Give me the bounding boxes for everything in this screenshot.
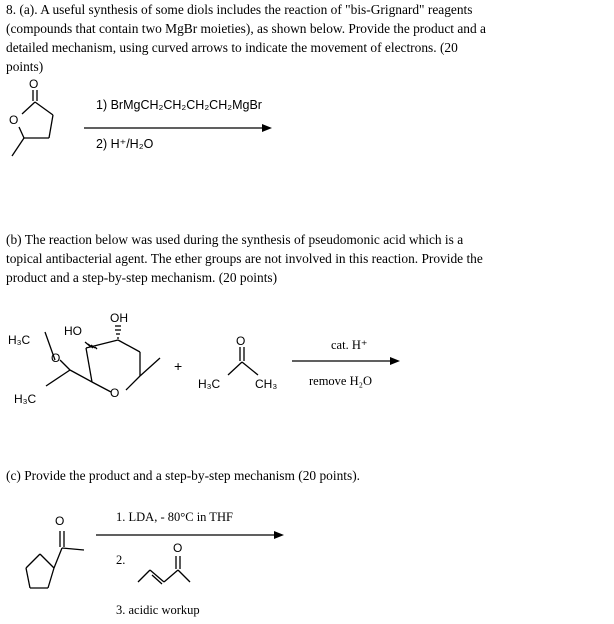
- step-2-c: 2.: [116, 553, 126, 567]
- part-b-line-2: topical antibacterial agent. The ether groups are not involved in this reaction. Provide the: [6, 251, 483, 266]
- part-b-line-1: (b) The reaction below was used during the synthesis of pseudomonic acid which is a: [6, 232, 464, 247]
- acetone-o: O: [236, 334, 246, 348]
- label-oh: OH: [110, 311, 128, 325]
- acetone-h3c: H₃C: [198, 377, 221, 391]
- aldehyde-o-c: O: [173, 541, 183, 555]
- aldehyde-bond: [164, 570, 178, 582]
- atom-o-ring-b: O: [110, 386, 120, 400]
- conditions-top-b: cat. H⁺: [331, 338, 368, 352]
- atom-o-ketone-c: O: [55, 514, 65, 528]
- atom-o-carbonyl-a: O: [29, 77, 39, 91]
- ring-bond: [26, 568, 30, 588]
- reagent-1-a: 1) BrMgCH₂CH₂CH₂CH₂MgBr: [96, 98, 262, 112]
- alkene-bond: [138, 570, 150, 582]
- arrowhead-c: [274, 531, 284, 539]
- methyl-bond: [62, 548, 84, 550]
- part-a-line-3: detailed mechanism, using curved arrows to indicate the movement of electrons. (20: [6, 40, 458, 55]
- part-b-line-3: product and a step-by-step mechanism. (20 points): [6, 270, 278, 285]
- ring-bond: [26, 554, 40, 568]
- part-a-line-2: (compounds that contain two MgBr moieties), as shown below. Provide the product and a: [6, 21, 486, 36]
- part-a-line-4: points): [6, 59, 44, 74]
- step-1-c: 1. LDA, - 80°C in THF: [116, 510, 233, 524]
- label-h3c-bottom: H₃C: [14, 392, 37, 406]
- label-ho: HO: [64, 324, 82, 338]
- acetone-ch3: CH₃: [255, 377, 278, 391]
- label-h3c-top: H₃C: [8, 333, 31, 347]
- aldehyde-bond: [178, 570, 190, 582]
- part-c-line-1: (c) Provide the product and a step-by-step mechanism (20 points).: [6, 468, 361, 483]
- atom-o-ring-a: O: [9, 113, 19, 127]
- acyl-bond: [54, 548, 62, 568]
- atom-o-ether: O: [51, 351, 61, 365]
- ring-bond: [40, 554, 54, 568]
- reagent-2-a: 2) H⁺/H₂O: [96, 137, 154, 151]
- plus-sign: +: [174, 358, 183, 374]
- ring-bond: [48, 568, 54, 588]
- part-a-line-1: 8. (a). A useful synthesis of some diols includes the reaction of "bis-Grignard" reagents: [6, 2, 473, 17]
- step-3-c: 3. acidic workup: [116, 603, 200, 617]
- conditions-bottom-b: remove H₂O: [309, 374, 373, 388]
